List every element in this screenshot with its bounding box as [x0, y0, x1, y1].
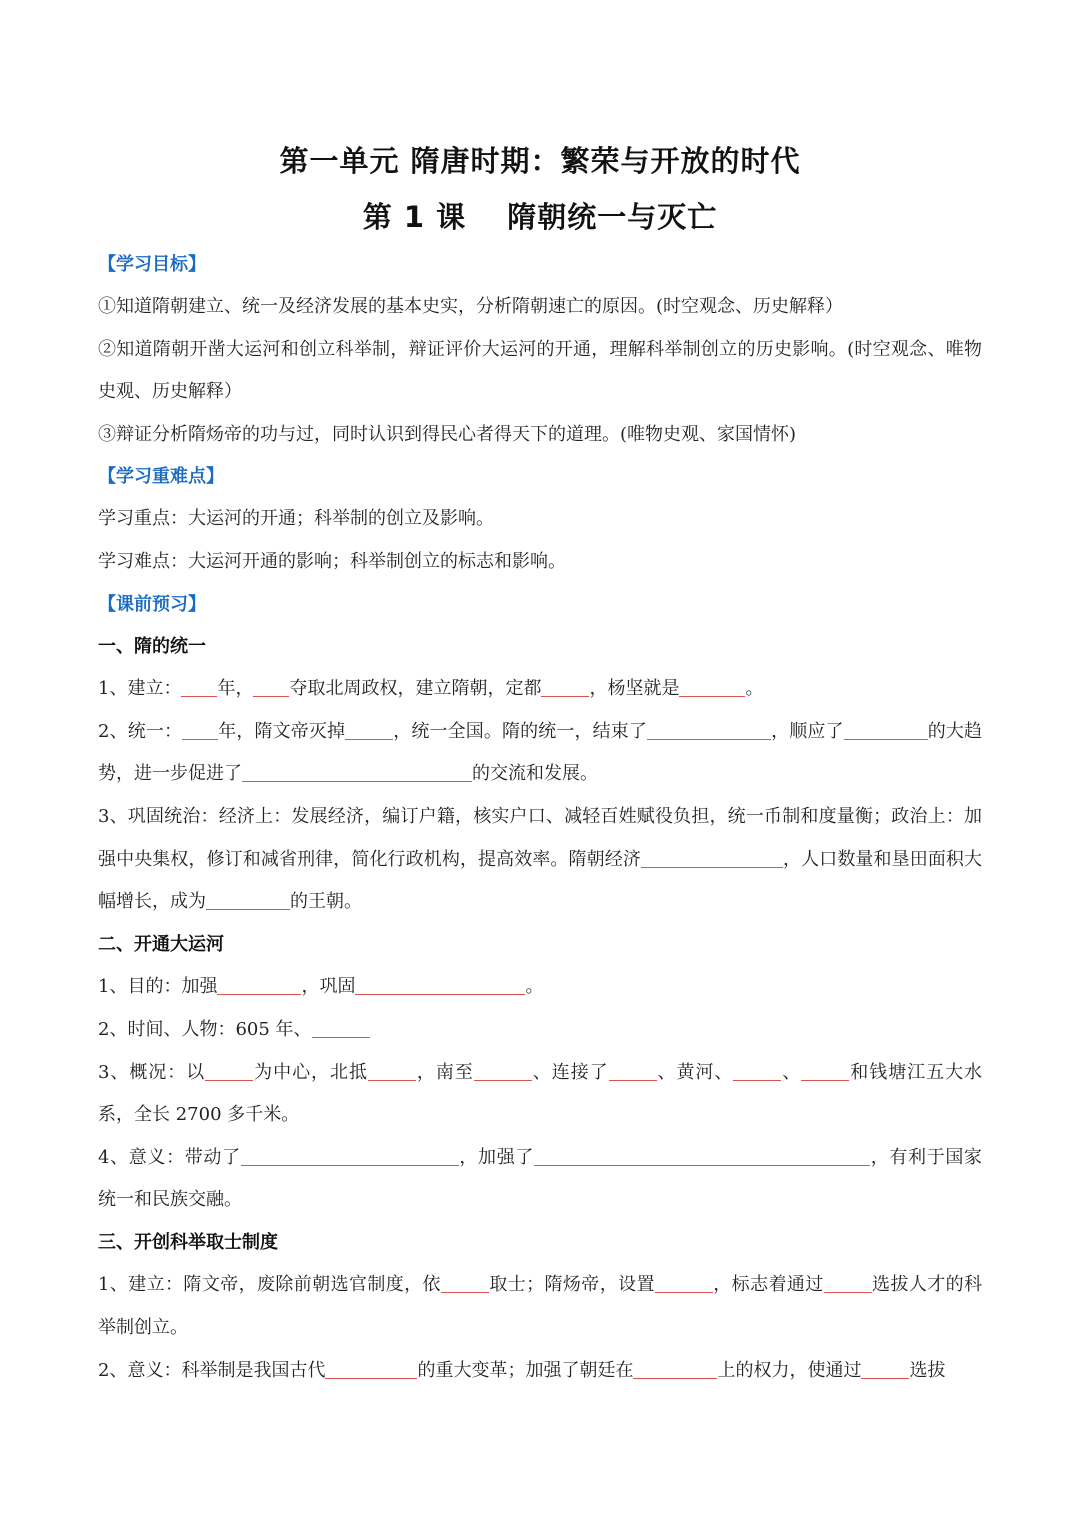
keypoints-heading: 【学习重难点】 [98, 466, 224, 488]
s2-question-1 [98, 966, 982, 1009]
fill-blank[interactable] [205, 1060, 253, 1081]
s3-question-1 [98, 1264, 982, 1349]
text-segment: 为中心，北抵 [253, 1061, 368, 1083]
text-segment: 夺取北周政权，建立隋朝，定都 [289, 678, 542, 700]
objectives-heading: 【学习目标】 [98, 254, 206, 275]
fill-blank[interactable] [541, 676, 589, 697]
s1-question-2 [98, 711, 982, 796]
worksheet-page [98, 138, 982, 1392]
text-segment: 3、概况：以 [98, 1061, 206, 1083]
text-segment: 2、意义：科举制是我国古代 [98, 1359, 326, 1381]
text-segment: 1、建立： [98, 678, 182, 700]
text-segment: 、连接了 [531, 1061, 609, 1083]
fill-blank[interactable] [206, 889, 290, 910]
fill-blank[interactable] [345, 719, 393, 740]
text-segment: ，统一全国。隋的统一，结束了 [393, 720, 648, 742]
fill-blank[interactable] [217, 975, 301, 996]
fill-blank[interactable] [733, 1060, 781, 1081]
text-segment: ，加强了 [458, 1146, 535, 1168]
text-segment: 。 [525, 976, 544, 998]
fill-blank[interactable] [655, 1273, 713, 1294]
fill-blank[interactable] [253, 676, 289, 697]
key-difficulty: 学习难点：大运河开通的影响；科举制创立的标志和影响。 [98, 550, 566, 572]
text-segment: 的交流和发展。 [472, 763, 598, 785]
fill-blank[interactable] [474, 1060, 532, 1081]
s2-question-2 [98, 1009, 982, 1052]
fill-blank[interactable] [534, 1145, 870, 1166]
fill-blank[interactable] [242, 762, 472, 783]
s2-question-4 [98, 1137, 982, 1222]
fill-blank[interactable] [679, 676, 745, 697]
text-segment: 年，隋文帝灭掉 [218, 720, 346, 742]
fill-blank[interactable] [325, 1358, 417, 1379]
section-1-title: 一、隋的统一 [98, 635, 206, 657]
text-segment: 3、巩固统治：经济上：发展经济，编订户籍，核实户口、减轻百姓赋役负担，统一币制和度量衡；政治上：加强中央集权，修订和减省刑律，简化行政机构，提高效率。隋朝经济 [98, 805, 982, 870]
fill-blank[interactable] [368, 1060, 416, 1081]
text-segment: 。 [745, 678, 764, 700]
s3-question-2 [98, 1350, 982, 1393]
fill-blank[interactable] [861, 1358, 909, 1379]
objective-item-1: ①知道隋朝建立、统一及经济发展的基本史实，分析隋朝速亡的原因。(时空观念、历史解释） [98, 296, 844, 317]
objective-item-3: ③辩证分析隋炀帝的功与过，同时认识到得民心者得天下的道理。(唯物史观、家国情怀) [98, 423, 797, 445]
text-segment: 2、统一： [98, 720, 183, 742]
s1-question-1 [98, 668, 982, 711]
text-segment: 、 [781, 1061, 802, 1083]
text-segment: ，人口数量和垦田面积大幅增长，成为 [98, 848, 983, 913]
text-segment: 、黄河、 [656, 1061, 734, 1083]
text-segment: 选拔人才的科举制创立。 [98, 1274, 983, 1339]
text-segment: ，有利于国家统一和民族交融。 [98, 1146, 983, 1211]
text-segment: ，杨坚就是 [589, 678, 680, 700]
unit-title: 第一单元 隋唐时期：繁荣与开放的时代 [279, 144, 801, 178]
text-segment: ，巩固 [301, 976, 356, 998]
text-segment: ，顺应了 [771, 720, 844, 742]
fill-blank[interactable] [647, 719, 771, 740]
fill-blank[interactable] [641, 847, 783, 868]
fill-blank[interactable] [824, 1273, 872, 1294]
text-segment: 取士；隋炀帝，设置 [488, 1274, 655, 1296]
fill-blank[interactable] [633, 1358, 717, 1379]
fill-blank[interactable] [355, 975, 525, 996]
fill-blank[interactable] [181, 676, 217, 697]
text-segment: 2、时间、人物：605 年、 [98, 1018, 312, 1040]
text-segment: 的大趋势，进一步促进了 [98, 720, 983, 785]
text-segment: 选拔 [909, 1359, 946, 1381]
text-segment: ，南至 [415, 1061, 474, 1083]
text-segment: 上的权力，使通过 [717, 1359, 862, 1381]
text-segment: ，标志着通过 [712, 1274, 824, 1296]
objective-item-2: ②知道隋朝开凿大运河和创立科举制，辩证评价大运河的开通，理解科举制创立的历史影响。(时空观念、唯物史观、历史解释） [98, 338, 982, 403]
lesson-title: 第 1 课 隋朝统一与灭亡 [362, 200, 718, 234]
fill-blank[interactable] [182, 719, 218, 740]
text-segment: 和钱塘江五大水系，全长 2700 多千米。 [98, 1061, 983, 1126]
fill-blank[interactable] [241, 1145, 459, 1166]
text-segment: 年， [217, 678, 254, 700]
text-segment: 的重大变革；加强了朝廷在 [417, 1359, 634, 1381]
fill-blank[interactable] [844, 719, 928, 740]
s1-question-3 [98, 796, 982, 924]
fill-blank[interactable] [312, 1017, 370, 1038]
fill-blank[interactable] [441, 1273, 489, 1294]
section-2-title: 二、开通大运河 [98, 933, 224, 955]
section-3-title: 三、开创科举取士制度 [98, 1231, 278, 1253]
preview-heading: 【课前预习】 [98, 593, 206, 615]
text-segment: 1、建立：隋文帝，废除前朝选官制度，依 [98, 1274, 441, 1296]
s2-question-3 [98, 1052, 982, 1137]
fill-blank[interactable] [801, 1060, 849, 1081]
text-segment: 4、意义：带动了 [98, 1146, 241, 1168]
key-focus: 学习重点：大运河的开通；科举制的创立及影响。 [98, 508, 494, 530]
text-segment: 的王朝。 [290, 891, 362, 913]
fill-blank[interactable] [609, 1060, 657, 1081]
text-segment: 1、目的：加强 [98, 976, 218, 998]
